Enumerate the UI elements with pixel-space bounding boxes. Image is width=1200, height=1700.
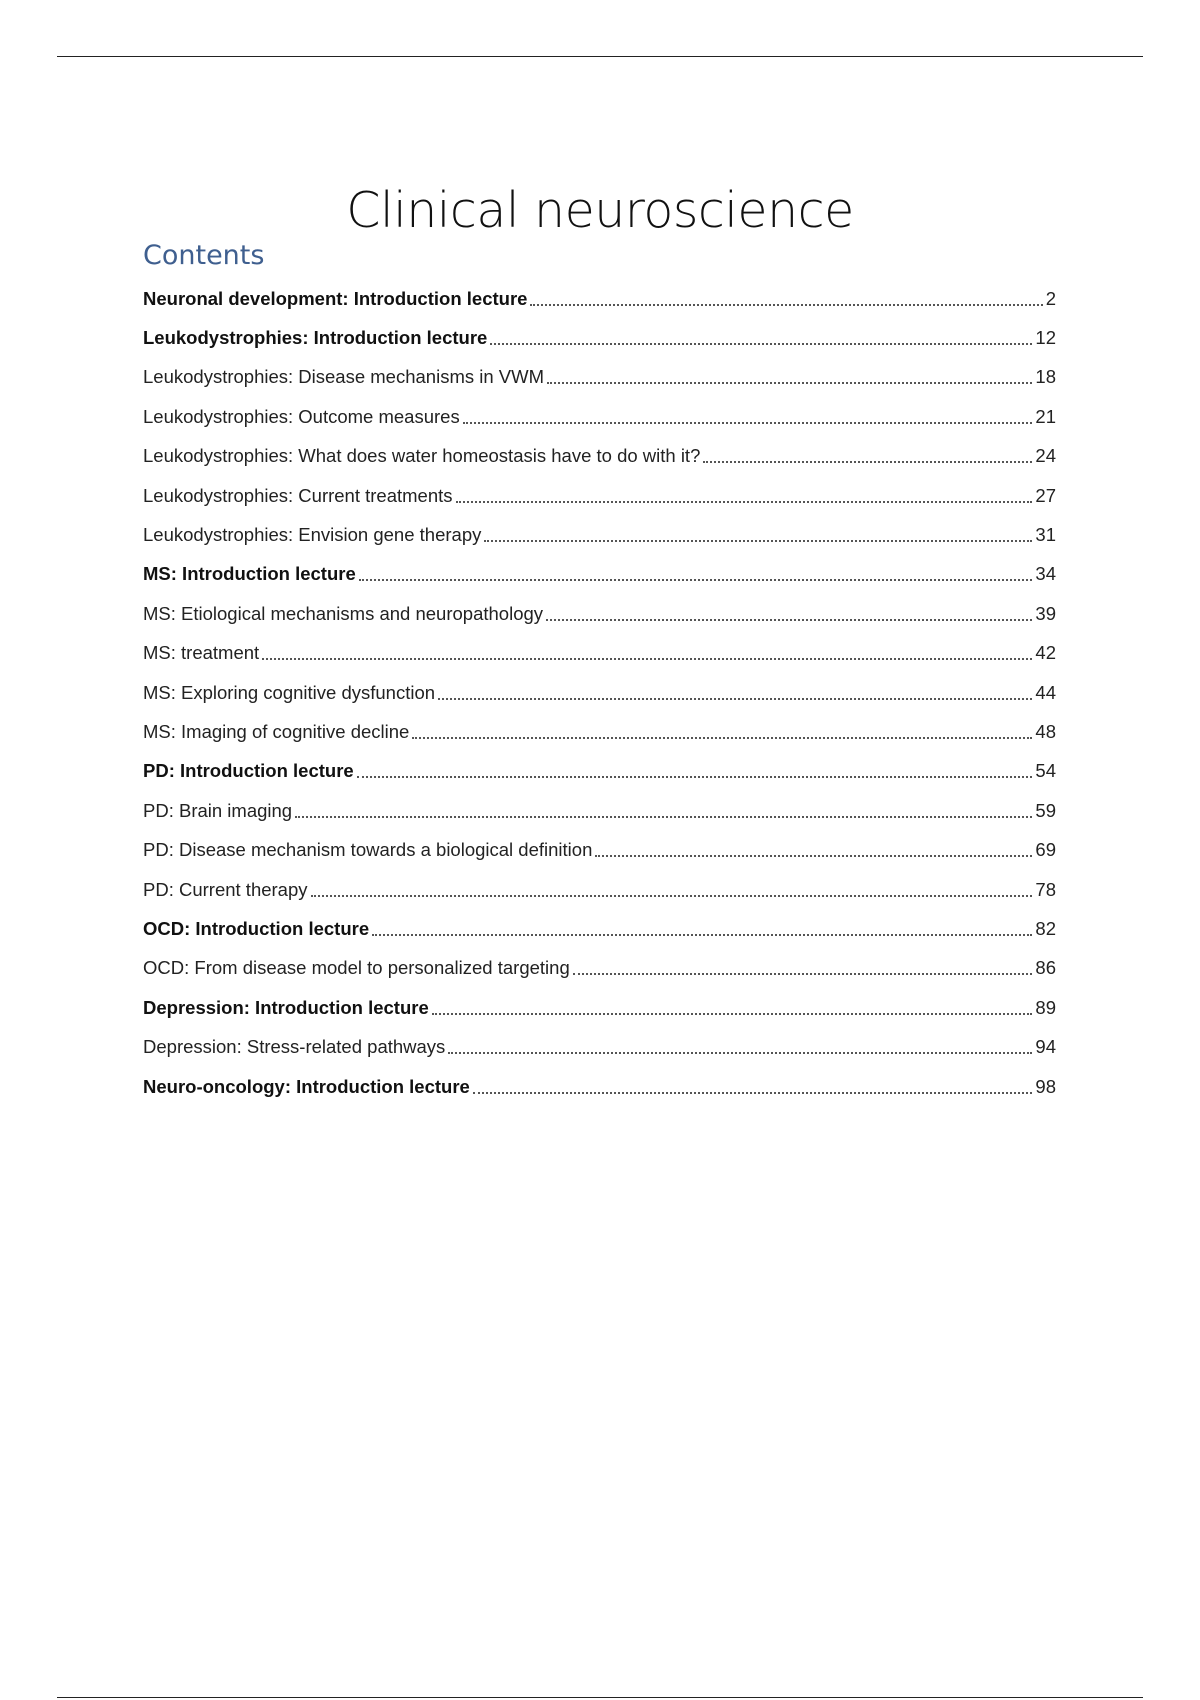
toc-entry-page: 69	[1035, 839, 1056, 861]
toc-entry[interactable]	[143, 712, 1056, 751]
toc-entry[interactable]	[143, 949, 1056, 988]
toc-dot-leader	[357, 776, 1033, 778]
toc-entry-title: PD: Introduction lecture	[143, 760, 354, 782]
toc-dot-leader	[490, 343, 1032, 345]
header-rule	[57, 56, 1143, 57]
toc-entry-page: 21	[1035, 405, 1056, 427]
toc-entry-title: Leukodystrophies: Outcome measures	[143, 405, 460, 427]
toc-entry-page: 24	[1035, 445, 1056, 467]
toc-dot-leader	[463, 422, 1033, 424]
toc-entry-page: 18	[1035, 366, 1056, 388]
toc-entry-page: 42	[1035, 642, 1056, 664]
toc-dot-leader	[432, 1013, 1033, 1015]
toc-entry-page: 86	[1035, 957, 1056, 979]
toc-dot-leader	[484, 540, 1032, 542]
toc-entry[interactable]	[143, 358, 1056, 397]
toc-dot-leader	[438, 698, 1032, 700]
toc-entry-title: Depression: Introduction lecture	[143, 996, 429, 1018]
toc-dot-leader	[372, 934, 1032, 936]
toc-dot-leader	[547, 382, 1032, 384]
toc-entry[interactable]	[143, 476, 1056, 515]
toc-entry-title: MS: treatment	[143, 642, 260, 664]
toc-entry[interactable]	[143, 437, 1056, 476]
toc-entry-page: 34	[1035, 563, 1056, 585]
toc-dot-leader	[595, 855, 1032, 857]
toc-entry[interactable]	[143, 791, 1056, 830]
toc-dot-leader	[703, 461, 1032, 463]
toc-entry-title: MS: Imaging of cognitive decline	[143, 720, 410, 742]
toc-entry-page: 78	[1035, 878, 1056, 900]
footer-rule	[57, 1697, 1143, 1698]
toc-entry-page: 48	[1035, 720, 1056, 742]
toc-entry[interactable]	[143, 555, 1056, 594]
toc-entry-page: 39	[1035, 602, 1056, 624]
toc-entry-page: 12	[1035, 327, 1056, 349]
toc-entry[interactable]	[143, 673, 1056, 712]
toc-entry[interactable]	[143, 397, 1056, 436]
toc-dot-leader	[262, 658, 1032, 660]
toc-entry-title: Neuronal development: Introduction lecture	[143, 287, 528, 309]
toc-entry-page: 54	[1035, 760, 1056, 782]
toc-entry-title: Depression: Stress-related pathways	[143, 1036, 446, 1058]
toc-entry-title: MS: Introduction lecture	[143, 563, 356, 585]
toc-entry-title: MS: Exploring cognitive dysfunction	[143, 681, 436, 703]
toc-dot-leader	[412, 737, 1032, 739]
toc-entry-title: PD: Current therapy	[143, 878, 308, 900]
toc-entry-title: Leukodystrophies: Current treatments	[143, 484, 453, 506]
toc-entry-page: 98	[1035, 1075, 1056, 1097]
toc-dot-leader	[311, 895, 1033, 897]
toc-entry[interactable]	[143, 830, 1056, 869]
toc-entry-title: PD: Brain imaging	[143, 799, 293, 821]
toc-entry[interactable]	[143, 1027, 1056, 1066]
toc-entry-page: 59	[1035, 799, 1056, 821]
toc-entry-page: 89	[1035, 996, 1056, 1018]
toc-entry-title: Leukodystrophies: What does water homeostasis have to do with it?	[143, 445, 701, 467]
toc-entry-title: MS: Etiological mechanisms and neuropathology	[143, 602, 544, 624]
toc-entry[interactable]	[143, 594, 1056, 633]
toc-entry-page: 82	[1035, 917, 1056, 939]
toc-dot-leader	[473, 1092, 1033, 1094]
toc-entry-title: OCD: Introduction lecture	[143, 917, 370, 939]
toc-entry[interactable]	[143, 1067, 1056, 1106]
document-title: Clinical neuroscience	[346, 181, 854, 239]
toc-entry[interactable]	[143, 752, 1056, 791]
toc-entry-title: Leukodystrophies: Envision gene therapy	[143, 524, 482, 546]
toc-entry[interactable]	[143, 988, 1056, 1027]
toc-entry-title: Neuro-oncology: Introduction lecture	[143, 1075, 470, 1097]
toc-entry-page: 94	[1035, 1036, 1056, 1058]
toc-dot-leader	[546, 619, 1032, 621]
toc-dot-leader	[456, 501, 1033, 503]
toc-dot-leader	[573, 973, 1033, 975]
table-of-contents	[143, 279, 1056, 1106]
toc-entry[interactable]	[143, 279, 1056, 318]
toc-entry[interactable]	[143, 318, 1056, 357]
toc-entry[interactable]	[143, 515, 1056, 554]
toc-entry-page: 2	[1045, 287, 1056, 309]
toc-heading: Contents	[143, 240, 265, 271]
toc-dot-leader	[530, 304, 1042, 306]
toc-entry[interactable]	[143, 870, 1056, 909]
toc-entry-page: 31	[1035, 524, 1056, 546]
toc-entry[interactable]	[143, 634, 1056, 673]
toc-entry-title: Leukodystrophies: Disease mechanisms in VWM	[143, 366, 544, 388]
toc-entry-title: OCD: From disease model to personalized targeting	[143, 957, 570, 979]
toc-entry-title: Leukodystrophies: Introduction lecture	[143, 327, 488, 349]
toc-entry-page: 27	[1035, 484, 1056, 506]
toc-dot-leader	[448, 1052, 1032, 1054]
toc-entry-page: 44	[1035, 681, 1056, 703]
toc-dot-leader	[295, 816, 1032, 818]
toc-entry-title: PD: Disease mechanism towards a biological definition	[143, 839, 593, 861]
toc-dot-leader	[359, 579, 1033, 581]
toc-entry[interactable]	[143, 909, 1056, 948]
